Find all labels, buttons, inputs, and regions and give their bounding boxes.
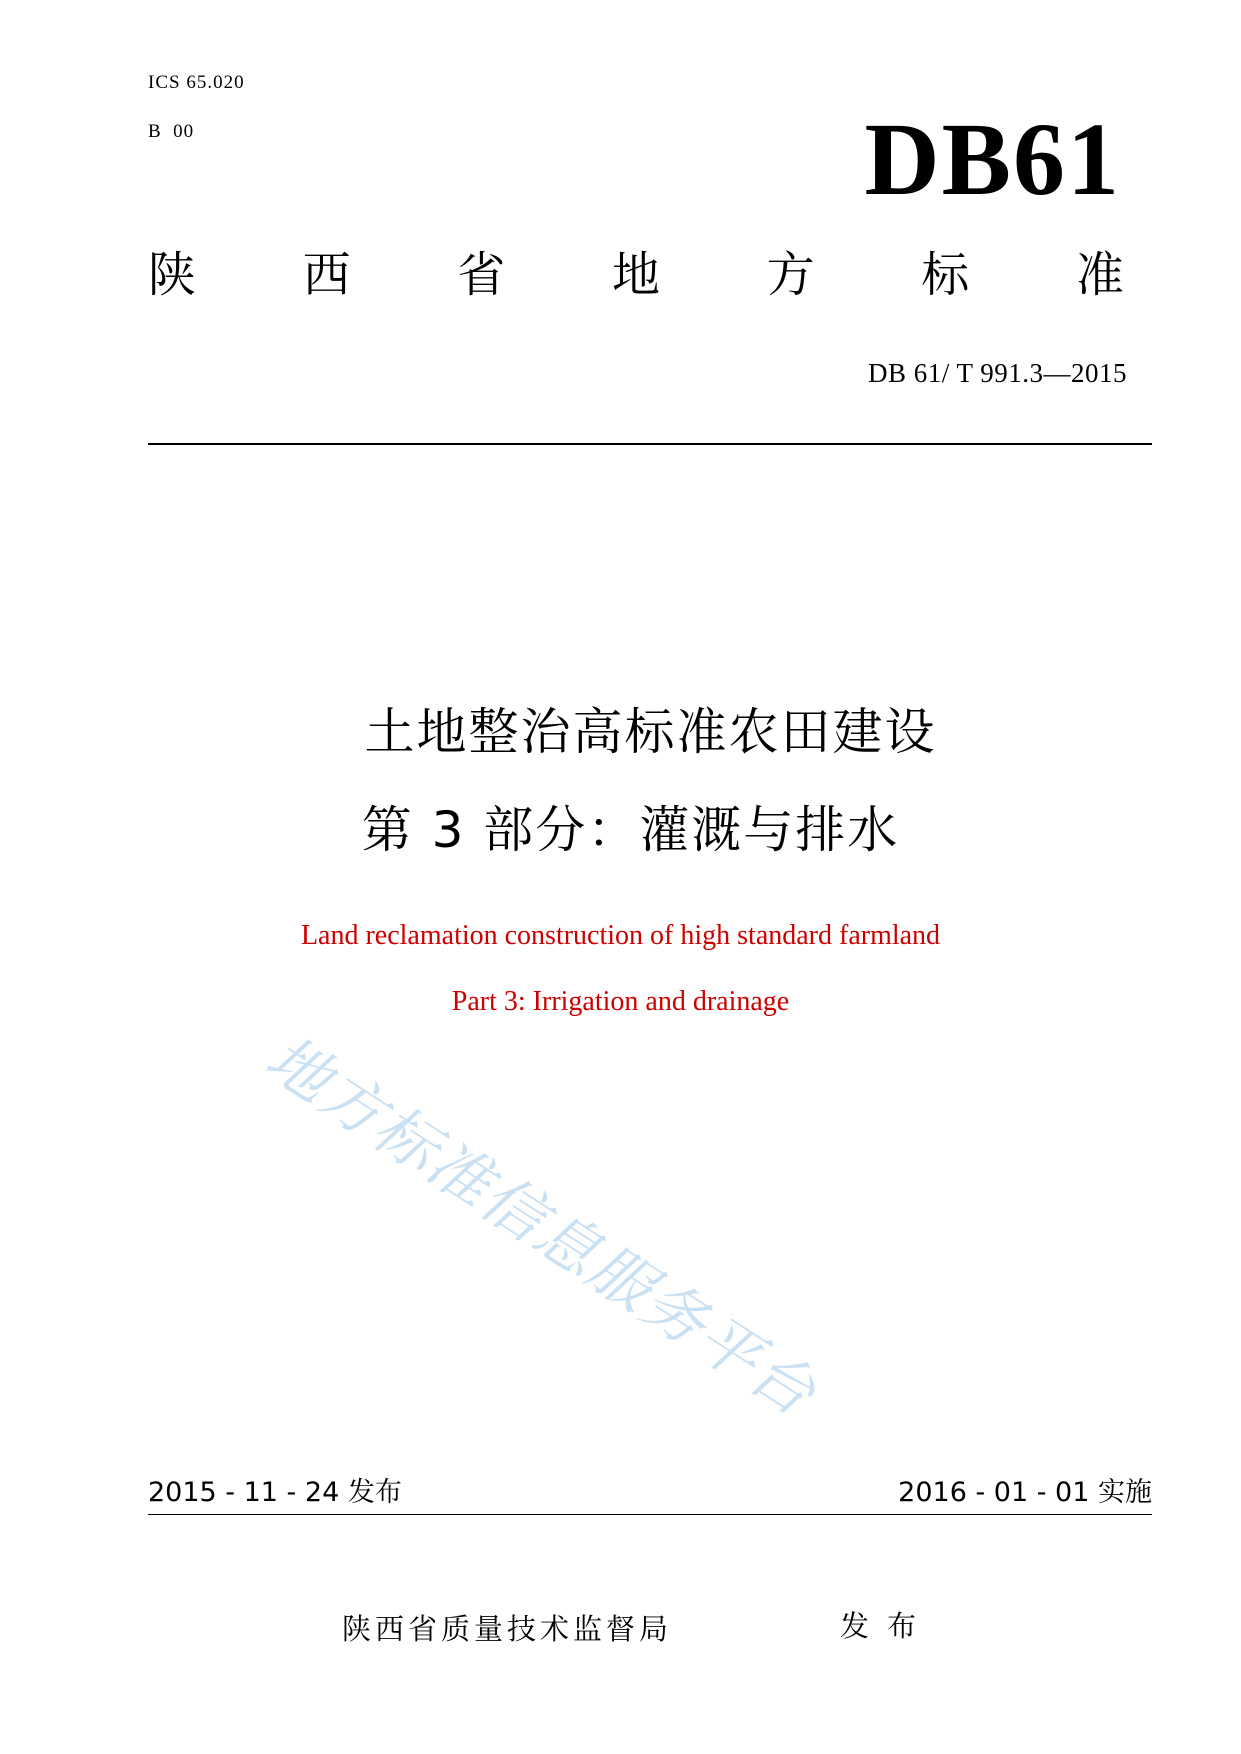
standard-type-char: 省 [457,247,506,303]
standard-number: DB 61/ T 991.3—2015 [867,358,1127,388]
ics-code: ICS 65.020 [148,72,245,93]
standard-type-char: 陕 [148,247,197,303]
standard-type-char: 西 [302,247,351,303]
title-cn-main: 土地整治高标准农田建设 [364,703,937,761]
effective-date: 2016 - 01 - 01 实施 [898,1477,1152,1508]
standard-type-char: 准 [1075,247,1124,303]
standard-type-char: 地 [611,247,660,303]
standard-type-char: 方 [766,247,815,303]
publisher-name: 陕西省质量技术监督局 [342,1612,673,1646]
db61-logo: DB61 [864,102,1121,217]
title-en-part: Part 3: Irrigation and drainage [451,986,790,1017]
title-cn-part: 第 3 部分：灌溉与排水 [361,801,900,859]
classification-code: B 00 [148,121,195,142]
standard-type-heading [148,245,1124,305]
issue-date: 2015 - 11 - 24 发布 [148,1477,402,1508]
watermark-text: 地方标准信息服务平台 [253,1020,830,1431]
footer-divider [148,1514,1152,1515]
title-en-main: Land reclamation construction of high standard farmland [300,920,941,951]
date-row [148,1476,1152,1510]
publish-label: 发布 [840,1609,935,1643]
header-divider [148,443,1152,445]
standard-type-char: 标 [921,247,970,303]
